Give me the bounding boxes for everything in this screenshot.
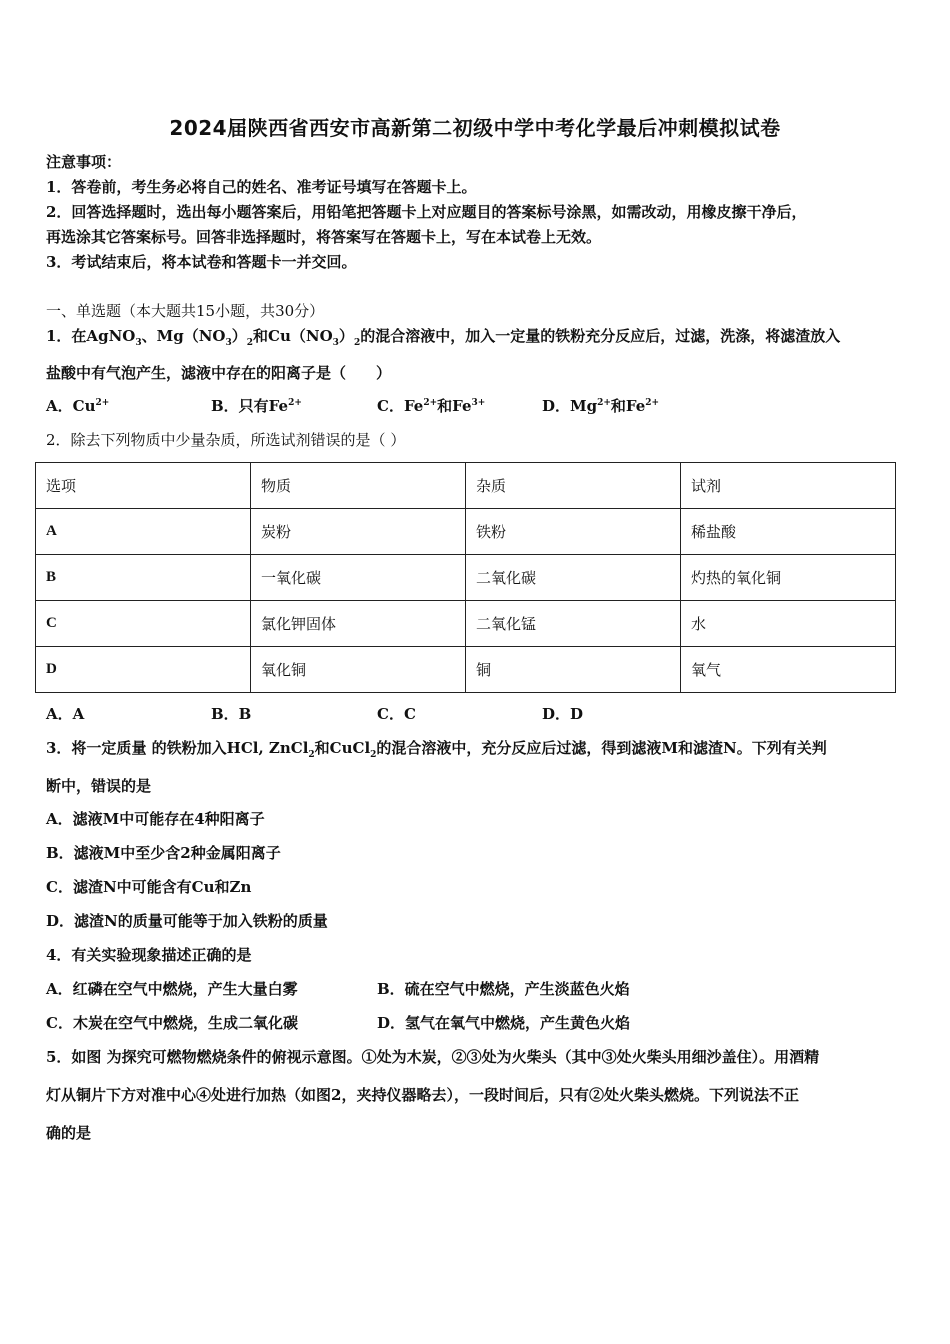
- table-row: [36, 509, 896, 555]
- table-cell: C: [36, 601, 251, 647]
- table-cell: 稀盐酸: [681, 509, 896, 555]
- table-row: [36, 555, 896, 601]
- section-heading: 一、单选题（本大题共15小题，共30分）: [46, 302, 325, 320]
- note-3: 3．考试结束后，将本试卷和答题卡一并交回。: [46, 253, 357, 271]
- table-cell: B: [36, 555, 251, 601]
- q5-stem-line1: 5．如图 为探究可燃物燃烧条件的俯视示意图。①处为木炭，②③处为火柴头（其中③处火柴头用细沙盖住）。用酒精: [46, 1048, 820, 1066]
- q5-stem-line3: 确的是: [46, 1124, 92, 1142]
- q2-stem: 2．除去下列物质中少量杂质，所选试剂错误的是（ ）: [46, 431, 406, 449]
- q3-option-d[interactable]: D．滤渣N的质量可能等于加入铁粉的质量: [46, 912, 328, 930]
- q3-stem-line2: 断中，错误的是: [46, 777, 152, 795]
- header-cell: 物质: [251, 463, 466, 509]
- q4-option-a[interactable]: A．红磷在空气中燃烧，产生大量白雾: [46, 980, 298, 998]
- table-cell: 灼热的氧化铜: [681, 555, 896, 601]
- note-1: 1．答卷前，考生务必将自己的姓名、准考证号填写在答题卡上。: [46, 178, 477, 196]
- table-cell: 氯化钾固体: [251, 601, 466, 647]
- table-cell: 水: [681, 601, 896, 647]
- q5-stem-line2: 灯从铜片下方对准中心④处进行加热（如图2，夹持仪器略去），一段时间后，只有②处火柴头燃烧。下列说法不正: [46, 1086, 799, 1104]
- q3-option-a[interactable]: A．滤液M中可能存在4种阳离子: [46, 810, 265, 828]
- table-cell: 一氧化碳: [251, 555, 466, 601]
- q4-option-d[interactable]: D．氢气在氧气中燃烧，产生黄色火焰: [377, 1014, 631, 1032]
- q1-stem-line2: 盐酸中有气泡产生，滤液中存在的阳离子是（ ）: [46, 364, 392, 382]
- exam-title: 2024届陕西省西安市高新第二初级中学中考化学最后冲刺模拟试卷: [169, 116, 781, 140]
- table-cell: 二氧化锰: [466, 601, 681, 647]
- header-cell: 试剂: [681, 463, 896, 509]
- header-cell: 选项: [36, 463, 251, 509]
- q1-option-c[interactable]: C．$Fe^{2+}$和$Fe^{3+}$: [377, 397, 486, 415]
- q4-option-c[interactable]: C．木炭在空气中燃烧，生成二氧化碳: [46, 1014, 298, 1032]
- table-cell: 铁粉: [466, 509, 681, 555]
- q1-option-d[interactable]: D．$Mg^{2+}$和$Fe^{2+}$: [542, 397, 660, 415]
- q3-option-b[interactable]: B．滤液M中至少含2种金属阳离子: [46, 844, 281, 862]
- table-row: [36, 647, 896, 693]
- table-cell: A: [36, 509, 251, 555]
- q4-option-b[interactable]: B．硫在空气中燃烧，产生淡蓝色火焰: [377, 980, 630, 998]
- table-row: [36, 601, 896, 647]
- q1-stem: 1．在AgNO$_3$、$Mg(NO_3)_2$和$Cu(NO_3)_2$的混合溶液中，加入一定量的铁粉充分反应后，过滤，洗涤，将滤渣放入: [46, 327, 841, 348]
- q1-option-a[interactable]: A．$Cu^{2+}$: [46, 397, 110, 415]
- note-2b: 再选涂其它答案标号。回答非选择题时，将答案写在答题卡上，写在本试卷上无效。: [46, 228, 602, 246]
- q1-option-b[interactable]: B．只有$Fe^{2+}$: [211, 397, 302, 415]
- table-cell: 铜: [466, 647, 681, 693]
- table-header-row: [36, 463, 896, 509]
- q2-option-b[interactable]: B．B: [211, 705, 252, 723]
- table-cell: 二氧化碳: [466, 555, 681, 601]
- table-cell: 氧气: [681, 647, 896, 693]
- q4-stem: 4．有关实验现象描述正确的是: [46, 946, 252, 964]
- q3-stem: 3．将一定质量 的铁粉加入HCl, ZnCl$_2$和CuCl$_2$的混合溶液中，充分反应后过滤，得到滤液M和滤渣N。下列有关判: [46, 739, 827, 760]
- notes-heading: 注意事项：: [46, 153, 122, 171]
- q2-table: [35, 462, 896, 693]
- table-cell: D: [36, 647, 251, 693]
- q2-option-d[interactable]: D．D: [542, 705, 584, 723]
- q2-option-a[interactable]: A．A: [46, 705, 85, 723]
- table-cell: 炭粉: [251, 509, 466, 555]
- table-cell: 氧化铜: [251, 647, 466, 693]
- q3-option-c[interactable]: C．滤渣N中可能含有Cu和Zn: [46, 878, 252, 896]
- header-cell: 杂质: [466, 463, 681, 509]
- q2-option-c[interactable]: C．C: [377, 705, 416, 723]
- note-2a: 2．回答选择题时，选出每小题答案后，用铅笔把答题卡上对应题目的答案标号涂黑，如需改动，用橡皮擦干净后，: [46, 203, 807, 221]
